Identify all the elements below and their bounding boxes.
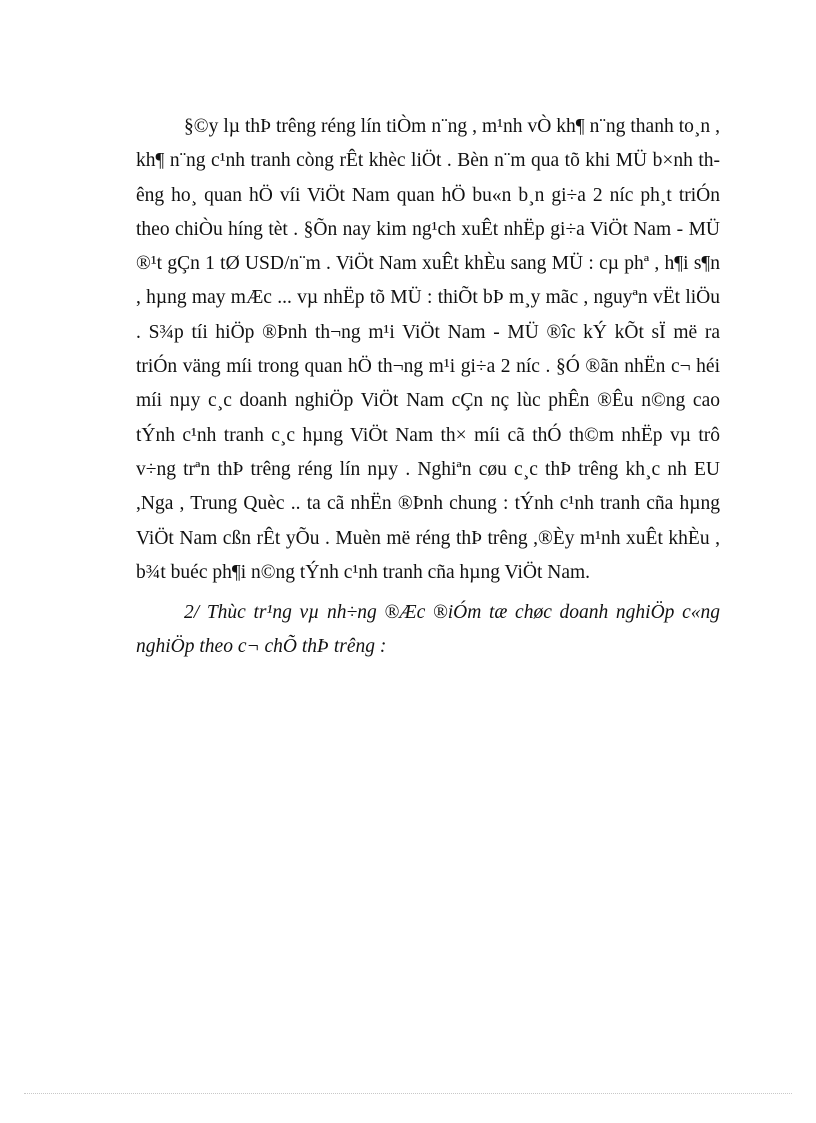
body-paragraph: §©y lµ thÞ trêng réng lín tiÒm n¨ng , m¹nh vÒ kh¶ n¨ng thanh to¸n , kh¶ n¨ng c¹nh tranh còng rÊt khèc liÖt . Bèn n¨m qua tõ khi MÜ b×nh thêng ho¸ quan hÖ víi ViÖt Nam quan hÖ bu«n b¸n gi÷a 2 níc ph¸t triÓn theo chiÒu híng tèt . §Õn nay kim ng¹ch xuÊt nhËp gi÷a ViÖt Nam - MÜ ®¹t gÇn 1 tØ USD/n¨m . ViÖt Nam xuÊt khÈu sang MÜ : cµ phª , h¶i s¶n , hµng may mÆc ... vµ nhËp tõ MÜ : thiÕt bÞ m¸y mãc , nguyªn vËt liÖu . S¾p tíi hiÖp ®Þnh th¬ng m¹i ViÖt Nam - MÜ ®îc kÝ kÕt sÏ më ra triÓn väng míi trong quan hÖ th¬ng m¹i gi÷a 2 níc . §Ó ®ãn nhËn c¬ héi míi nµy c¸c doanh nghiÖp ViÖt Nam cÇn nç lùc phÊn ®Êu n©ng cao tÝnh c¹nh tranh c¸c hµng ViÖt Nam th× míi cã thÓ th©m nhËp vµ trô v÷ng trªn thÞ trêng réng lín nµy . Nghiªn cøu c¸c thÞ trêng kh¸c nh EU ,Nga , Trung Quèc .. ta cã nhËn ®Þnh chung : tÝnh c¹nh tranh cña hµng ViÖt Nam cßn rÊt yÕu . Muèn më réng thÞ trêng ,®Èy m¹nh xuÊt khÈu , b¾t buéc ph¶i n©ng tÝnh c¹nh tranh cña hµng ViÖt Nam.: [136, 116, 720, 583]
page-bottom-divider: [24, 1093, 792, 1094]
document-body: [136, 110, 720, 665]
section-heading: 2/ Thùc tr¹ng vµ nh÷ng ®Æc ®iÓm tæ chøc doanh nghiÖp c«ng nghiÖp theo c¬ chÕ thÞ trêng :: [136, 602, 720, 658]
